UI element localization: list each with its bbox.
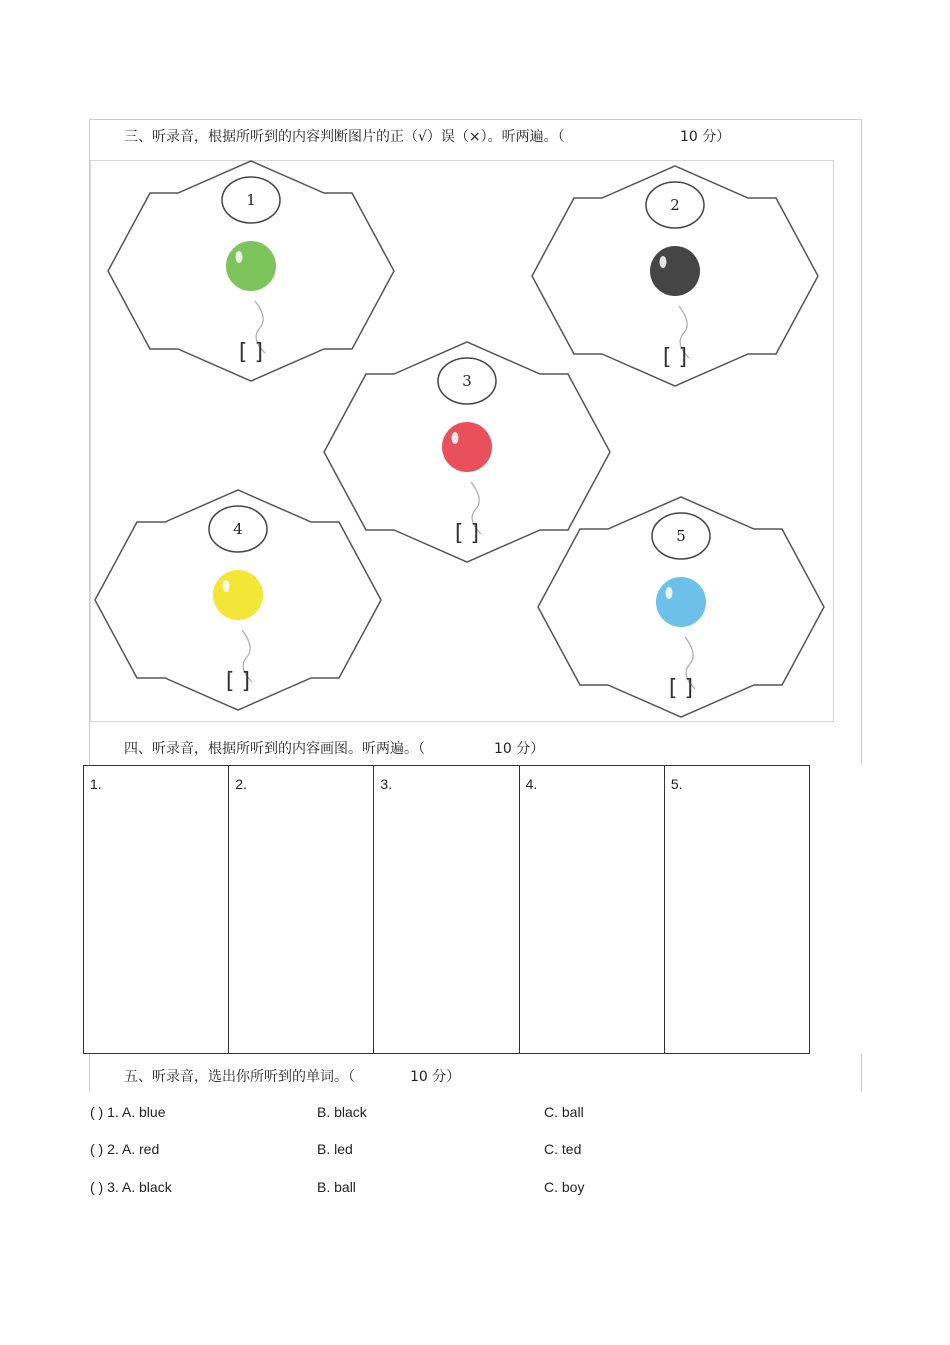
drawing-cell-2[interactable] — [229, 766, 374, 1053]
answer-bracket[interactable]: [ ] — [668, 676, 694, 701]
drawing-answer-table — [83, 765, 810, 1054]
section5-title: 五、听录音，选出你所听到的单词。（ — [124, 1069, 355, 1085]
balloon-highlight — [666, 587, 673, 599]
balloon-star-4 — [95, 490, 381, 710]
drawing-cell-5[interactable] — [665, 766, 809, 1053]
balloon-icon — [650, 246, 700, 296]
section5-heading — [124, 1066, 355, 1086]
question-row-1 — [90, 1104, 790, 1124]
balloon-star-1 — [108, 161, 394, 381]
answer-bracket[interactable]: [ ] — [454, 521, 480, 546]
star-number: 2 — [670, 196, 680, 214]
answer-bracket[interactable]: [ ] — [225, 669, 251, 694]
frame-right-line — [861, 119, 862, 765]
balloon-star-3 — [324, 342, 610, 562]
drawing-cell-label: 3. — [380, 776, 393, 792]
drawing-cell-label: 5. — [670, 776, 683, 792]
section3-heading — [124, 126, 565, 146]
balloon-icon — [656, 577, 706, 627]
section5-score-text: 10 分） — [410, 1069, 461, 1085]
section5-score — [410, 1066, 460, 1086]
star-number: 3 — [462, 372, 472, 390]
question-1-option-a[interactable]: ( ) 1. A. blue — [90, 1104, 166, 1120]
drawing-cell-1[interactable] — [84, 766, 229, 1053]
balloon-icon — [226, 241, 276, 291]
balloon-icon — [213, 570, 263, 620]
balloon-star-2 — [532, 166, 818, 386]
question-2-option-b[interactable]: B. led — [317, 1141, 353, 1157]
star-number: 4 — [233, 520, 243, 538]
drawing-cell-4[interactable] — [520, 766, 665, 1053]
question-2-option-c[interactable]: C. ted — [544, 1141, 582, 1157]
question-3-option-a[interactable]: ( ) 3. A. black — [90, 1179, 172, 1195]
section4-score — [494, 738, 544, 758]
answer-bracket[interactable]: [ ] — [662, 345, 688, 370]
section4-heading — [124, 738, 425, 758]
balloon-highlight — [223, 580, 230, 592]
balloon-illustration — [90, 160, 834, 722]
question-3-option-c[interactable]: C. boy — [544, 1179, 585, 1195]
star-number: 1 — [246, 191, 256, 209]
section4-score-text: 10 分） — [494, 741, 545, 757]
section4-title: 四、听录音，根据所听到的内容画图。听两遍。（ — [124, 741, 425, 757]
question-2-option-a[interactable]: ( ) 2. A. red — [90, 1141, 160, 1157]
balloon-icon — [442, 422, 492, 472]
drawing-cell-label: 1. — [90, 776, 102, 792]
frame-top-line — [89, 119, 861, 120]
question-row-3 — [90, 1179, 790, 1199]
answer-bracket[interactable]: [ ] — [238, 340, 264, 365]
question-3-option-b[interactable]: B. ball — [317, 1179, 356, 1195]
drawing-cell-label: 4. — [525, 776, 538, 792]
balloon-highlight — [660, 256, 667, 268]
section3-title: 三、听录音，根据所听到的内容判断图片的正（√）误（×）。听两遍。（ — [124, 129, 565, 145]
frame-right-line-2 — [861, 1054, 862, 1092]
question-1-option-b[interactable]: B. black — [317, 1104, 367, 1120]
section3-score-text: 10 分） — [680, 129, 731, 145]
question-row-2 — [90, 1141, 790, 1161]
balloon-highlight — [452, 432, 459, 444]
question-1-option-c[interactable]: C. ball — [544, 1104, 584, 1120]
star-number: 5 — [676, 527, 686, 545]
balloon-highlight — [236, 251, 243, 263]
balloon-star-5 — [538, 497, 824, 717]
frame-left-line-2 — [89, 1054, 90, 1092]
section3-score — [680, 126, 730, 146]
drawing-cell-3[interactable] — [374, 766, 519, 1053]
drawing-cell-label: 2. — [235, 776, 247, 792]
